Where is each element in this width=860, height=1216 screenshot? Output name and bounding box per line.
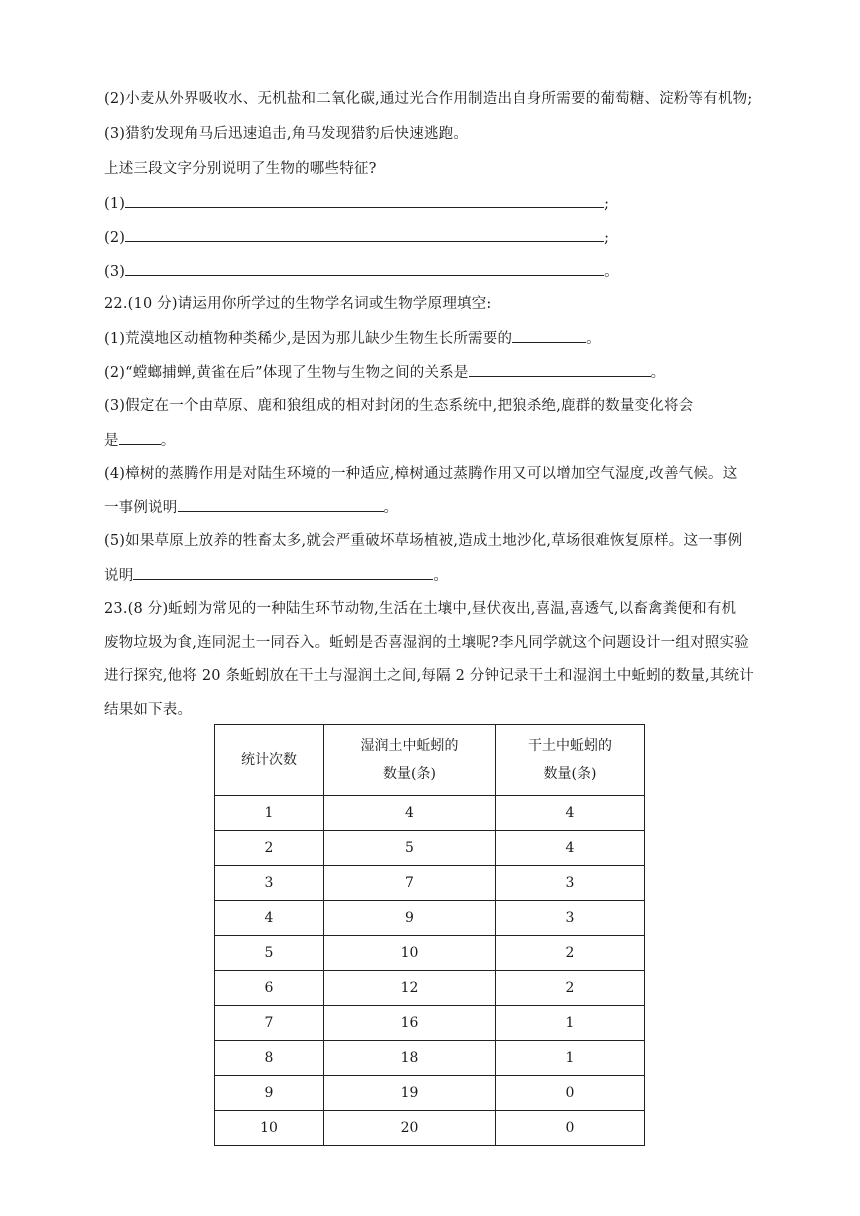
q22-item-3-text: 是 [104, 433, 119, 449]
table-row [215, 901, 645, 936]
q22-item-5-line1: (5)如果草原上放养的牲畜太多,就会严重破坏草场植被,造成土地沙化,草场很难恢复原样。这一事例 [104, 533, 743, 549]
answer-blank-3[interactable] [125, 261, 604, 276]
cell-dry: 4 [496, 831, 645, 866]
table-row [215, 936, 645, 971]
cell-count: 4 [215, 901, 324, 936]
q22-blank-2[interactable] [469, 362, 651, 377]
cell-wet: 18 [324, 1041, 496, 1076]
header-wet-line2: 数量(条) [383, 766, 436, 782]
cell-wet: 9 [324, 901, 496, 936]
answer-label-3: (3) [104, 264, 126, 280]
q22-item-3-line1: (3)假定在一个由草原、鹿和狼组成的相对封闭的生态系统中,把狼杀绝,鹿群的数量变化将会 [104, 398, 694, 414]
cell-count: 7 [215, 1006, 324, 1041]
table-row [215, 796, 645, 831]
table-row [215, 831, 645, 866]
cell-dry: 0 [496, 1076, 645, 1111]
cell-wet: 4 [324, 796, 496, 831]
q22-item-4-line1: (4)樟树的蒸腾作用是对陆生环境的一种适应,樟树通过蒸腾作用又可以增加空气湿度,改善气候。这 [104, 466, 738, 482]
cell-wet: 7 [324, 866, 496, 901]
header-wet-soil [324, 725, 496, 796]
earthworm-data-table [214, 724, 645, 1146]
question-text: 上述三段文字分别说明了生物的哪些特征? [104, 161, 377, 177]
answer-line-3 [104, 261, 619, 282]
cell-count: 6 [215, 971, 324, 1006]
cell-count: 1 [215, 796, 324, 831]
answer-end-3: 。 [604, 264, 619, 280]
answer-end-2: ; [604, 230, 610, 246]
cell-dry: 2 [496, 936, 645, 971]
text-line-p3: (3)猎豹发现角马后迅速追击,角马发现猎豹后快速逃跑。 [104, 126, 469, 142]
header-dry-line1: 干土中蚯蚓的 [528, 738, 612, 754]
cell-dry: 3 [496, 866, 645, 901]
q22-item-2 [104, 362, 665, 383]
table-row [215, 1006, 645, 1041]
cell-count: 3 [215, 866, 324, 901]
q22-item-4-end: 。 [383, 500, 399, 516]
table-row [215, 1041, 645, 1076]
cell-count: 9 [215, 1076, 324, 1111]
header-dry-soil [496, 725, 645, 796]
header-wet-line1: 湿润土中蚯蚓的 [360, 738, 459, 754]
header-dry-line2: 数量(条) [543, 766, 597, 782]
cell-count: 10 [215, 1111, 324, 1146]
header-count: 统计次数 [215, 725, 324, 796]
cell-wet: 19 [324, 1076, 496, 1111]
question-23-line1: 23.(8 分)蚯蚓为常见的一种陆生环节动物,生活在土壤中,昼伏夜出,喜温,喜透气,以畜禽粪便和有机 [104, 601, 737, 617]
q22-blank-1[interactable] [512, 328, 586, 343]
cell-dry: 1 [496, 1006, 645, 1041]
question-23-line3: 进行探究,他将 20 条蚯蚓放在干土与湿润土之间,每隔 2 分钟记录干土和湿润土中蚯蚓的数量,其统计 [104, 668, 754, 684]
cell-dry: 3 [496, 901, 645, 936]
answer-blank-2[interactable] [125, 227, 604, 242]
cell-count: 2 [215, 831, 324, 866]
q22-item-3-line2 [104, 430, 175, 451]
cell-wet: 10 [324, 936, 496, 971]
q22-item-4-text: 一事例说明 [104, 500, 178, 516]
q22-item-1-end: 。 [586, 331, 601, 347]
cell-wet: 16 [324, 1006, 496, 1041]
answer-label-1: (1) [104, 196, 126, 212]
q22-item-5-line2 [104, 565, 448, 586]
cell-wet: 12 [324, 971, 496, 1006]
cell-dry: 4 [496, 796, 645, 831]
table-row [215, 1111, 645, 1146]
table-row [215, 866, 645, 901]
answer-end-1: ; [604, 196, 610, 212]
answer-label-2: (2) [104, 230, 126, 246]
table-row [215, 971, 645, 1006]
q22-item-5-end: 。 [433, 568, 449, 584]
question-23-line4: 结果如下表。 [104, 702, 193, 718]
question-22-heading: 22.(10 分)请运用你所学过的生物学名词或生物学原理填空: [104, 296, 492, 312]
answer-line-2 [104, 227, 609, 248]
q22-item-2-end: 。 [650, 365, 666, 381]
cell-dry: 1 [496, 1041, 645, 1076]
q22-item-3-end: 。 [160, 433, 176, 449]
q22-item-4-line2 [104, 497, 398, 518]
answer-line-1 [104, 193, 609, 214]
q22-blank-5[interactable] [133, 565, 433, 580]
q22-item-5-text: 说明 [104, 568, 134, 584]
cell-dry: 2 [496, 971, 645, 1006]
table-header-row [215, 725, 645, 796]
cell-wet: 20 [324, 1111, 496, 1146]
q22-blank-4[interactable] [178, 497, 384, 512]
q22-item-2-text: (2)“螳螂捕蝉,黄雀在后”体现了生物与生物之间的关系是 [104, 365, 469, 381]
q22-blank-3[interactable] [119, 430, 161, 445]
answer-blank-1[interactable] [125, 193, 604, 208]
cell-wet: 5 [324, 831, 496, 866]
text-line-p2: (2)小麦从外界吸收水、无机盐和二氧化碳,通过光合作用制造出自身所需要的葡萄糖、淀粉等有机物; [104, 91, 753, 107]
cell-count: 5 [215, 936, 324, 971]
q22-item-1-text: (1)荒漠地区动植物种类稀少,是因为那儿缺少生物生长所需要的 [104, 331, 513, 347]
cell-count: 8 [215, 1041, 324, 1076]
q22-item-1 [104, 328, 601, 349]
question-23-line2: 废物垃圾为食,连同泥土一同吞入。蚯蚓是否喜湿润的土壤呢?李凡同学就这个问题设计一组对照实验 [104, 635, 749, 651]
cell-dry: 0 [496, 1111, 645, 1146]
table-row [215, 1076, 645, 1111]
